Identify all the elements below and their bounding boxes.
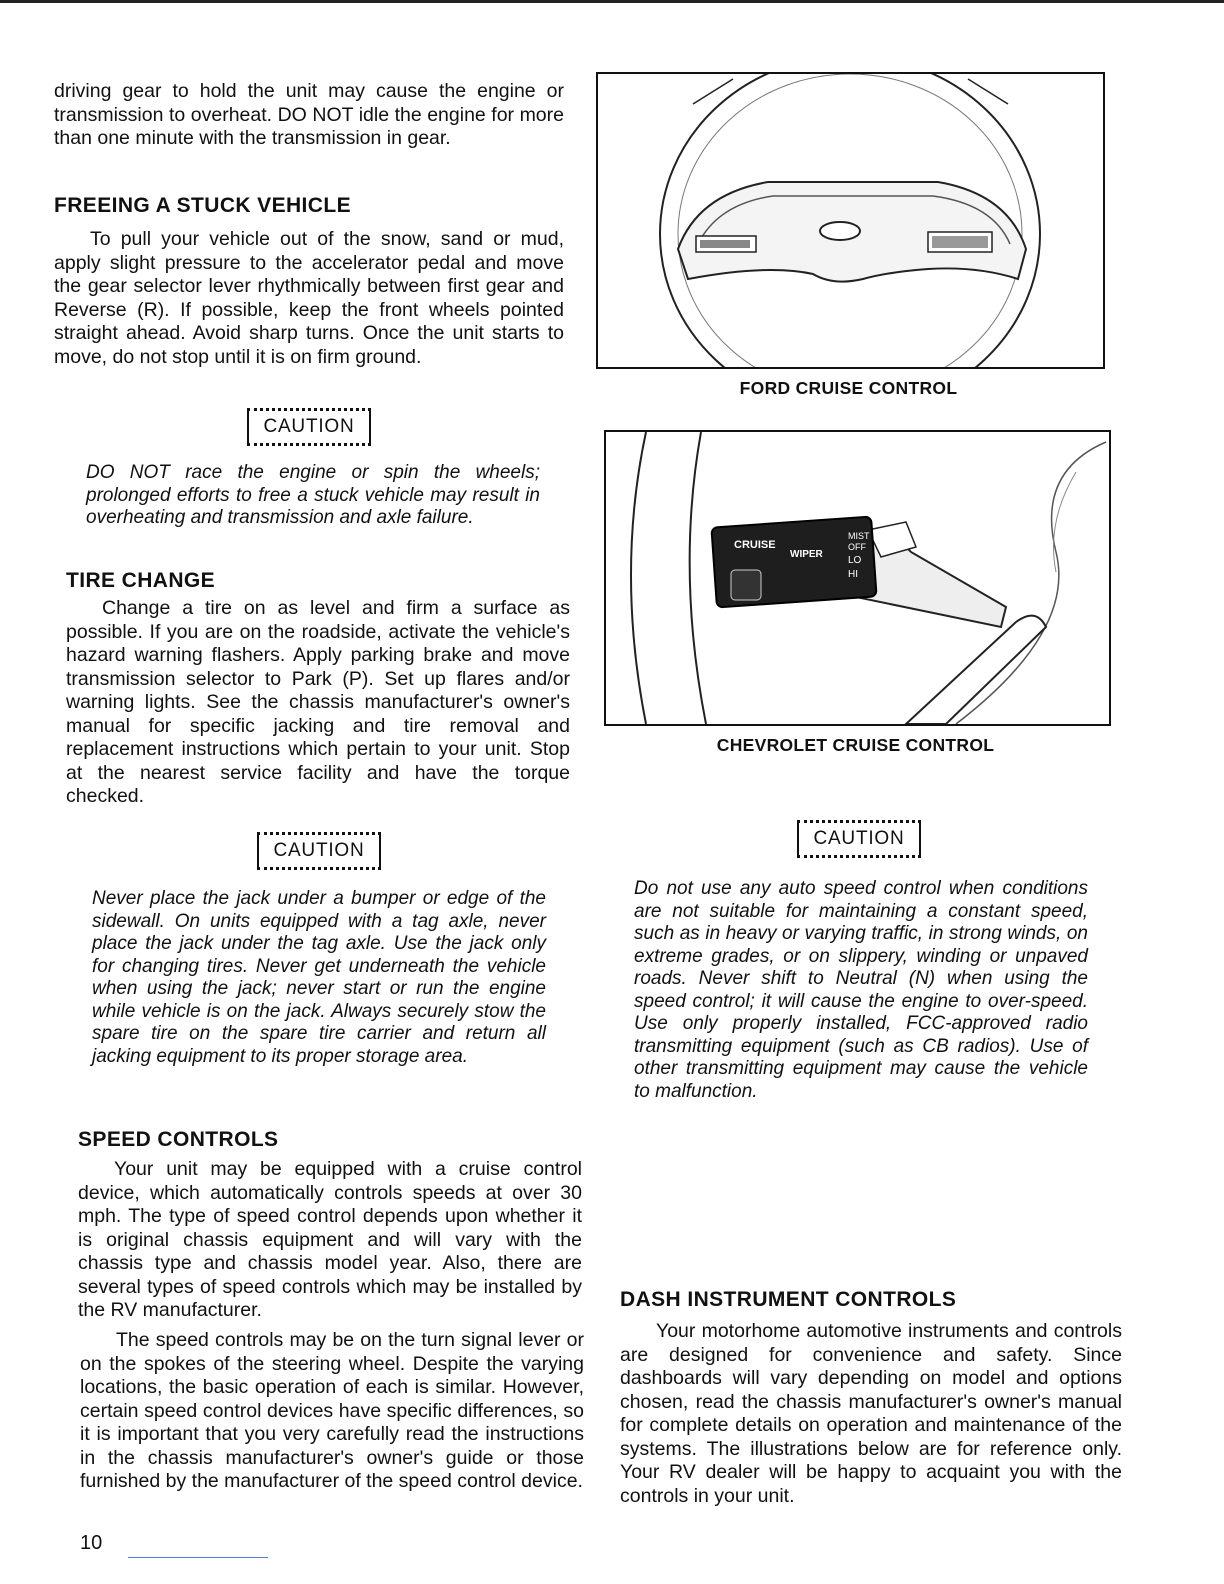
- lo-label: LO: [848, 555, 862, 566]
- mist-label: MIST: [848, 531, 870, 541]
- page-number: 10: [80, 1532, 103, 1554]
- caution-box-stuck: [54, 408, 564, 446]
- speed-controls-paragraph-1: Your unit may be equipped with a cruise control device, which automatically controls speeds at over 30 mph. The type of speed control depends upon whether it is original chassis equipment and will vary with the chassis type and chassis model year. Also, there are several types of speed controls which may be installed by the RV manufacturer.: [78, 1158, 582, 1321]
- hi-label: HI: [848, 569, 858, 580]
- chevrolet-figure-caption: CHEVROLET CRUISE CONTROL: [716, 735, 995, 755]
- speed-controls-paragraph-2: The speed controls may be on the turn signal lever or on the spokes of the steering wheel. Despite the varying locations, the basic operation of each is similar. However, certain speed control devices have specific differences, so it is important that you very carefully read the instructions in the chassis manufacturer's owner's guide or those furnished by the manufacturer of the speed control device.: [80, 1329, 584, 1492]
- caution-label: CAUTION: [257, 832, 380, 870]
- stuck-vehicle-heading: FREEING A STUCK VEHICLE: [54, 194, 351, 217]
- intro-paragraph: driving gear to hold the unit may cause the engine or transmission to overheat. DO NOT idle the engine for more than one minute with the transmission in gear.: [54, 80, 564, 149]
- turn-signal-lever-icon: [606, 432, 1109, 724]
- ford-figure-caption: FORD CRUISE CONTROL: [739, 378, 958, 398]
- caution-text-stuck: DO NOT race the engine or spin the wheels; prolonged efforts to free a stuck vehicle may result in overheating and transmission and axle failure.: [86, 462, 540, 528]
- off-label: OFF: [848, 542, 866, 552]
- stuck-vehicle-paragraph: To pull your vehicle out of the snow, sand or mud, apply slight pressure to the accelerator pedal and move the gear selector lever rhythmically between first gear and Reverse (R). If possible, keep the front wheels pointed straight ahead. Avoid sharp turns. Once the unit starts to move, do not stop until it is on firm ground.: [54, 228, 564, 368]
- caution-text-speed: Do not use any auto speed control when conditions are not suitable for maintaining a constant speed, such as in heavy or varying traffic, in strong winds, on extreme grades, or on slippery, winding or unpaved roads. Never shift to Neutral (N) when using the speed control; it will cause the engine to over-speed. Use only properly installed, FCC-approved radio transmitting equipment (such as CB radios). Use of other transmitting equipment may cause the vehicle to malfunction.: [634, 878, 1088, 1102]
- tire-change-heading: TIRE CHANGE: [66, 569, 216, 592]
- steering-wheel-icon: [598, 74, 1103, 367]
- dash-controls-heading: DASH INSTRUMENT CONTROLS: [620, 1288, 957, 1311]
- caution-box-tire: [64, 832, 574, 870]
- caution-box-speed: [604, 820, 1114, 858]
- top-rule: [0, 0, 1224, 3]
- speed-controls-heading: SPEED CONTROLS: [78, 1128, 279, 1151]
- footer-rule: [128, 1557, 268, 1558]
- ford-steering-wheel-illustration: [596, 72, 1105, 369]
- caution-text-tire: Never place the jack under a bumper or edge of the sidewall. On units equipped with a tag axle, never place the jack under the tag axle. Use the jack only for changing tires. Never get underneath the vehicle when using the jack; never start or run the engine while vehicle is on the jack. Always securely stow the spare tire on the spare tire carrier and return all jacking equipment to its proper storage area.: [92, 888, 546, 1067]
- wiper-label: WIPER: [790, 549, 823, 560]
- caution-label: CAUTION: [797, 820, 920, 858]
- cruise-label: CRUISE: [734, 539, 776, 551]
- chevrolet-cruise-lever-illustration: [604, 430, 1111, 726]
- dash-controls-paragraph: Your motorhome automotive instruments and controls are designed for convenience and safety. Since dashboards will vary depending on model and options chosen, read the chassis manufacturer's owner's manual for complete details on operation and maintenance of the systems. The illustrations below are for reference only. Your RV dealer will be happy to acquaint you with the controls in your unit.: [620, 1320, 1122, 1507]
- tire-change-paragraph: Change a tire on as level and firm a surface as possible. If you are on the roadside, activate the vehicle's hazard warning flashers. Apply parking brake and move transmission selector to Park (P). Set up flares and/or warning lights. See the chassis manufacturer's owner's manual for specific jacking and tire removal and replacement instructions which pertain to your unit. Stop at the nearest service facility and have the torque checked.: [66, 597, 570, 807]
- caution-label: CAUTION: [247, 408, 370, 446]
